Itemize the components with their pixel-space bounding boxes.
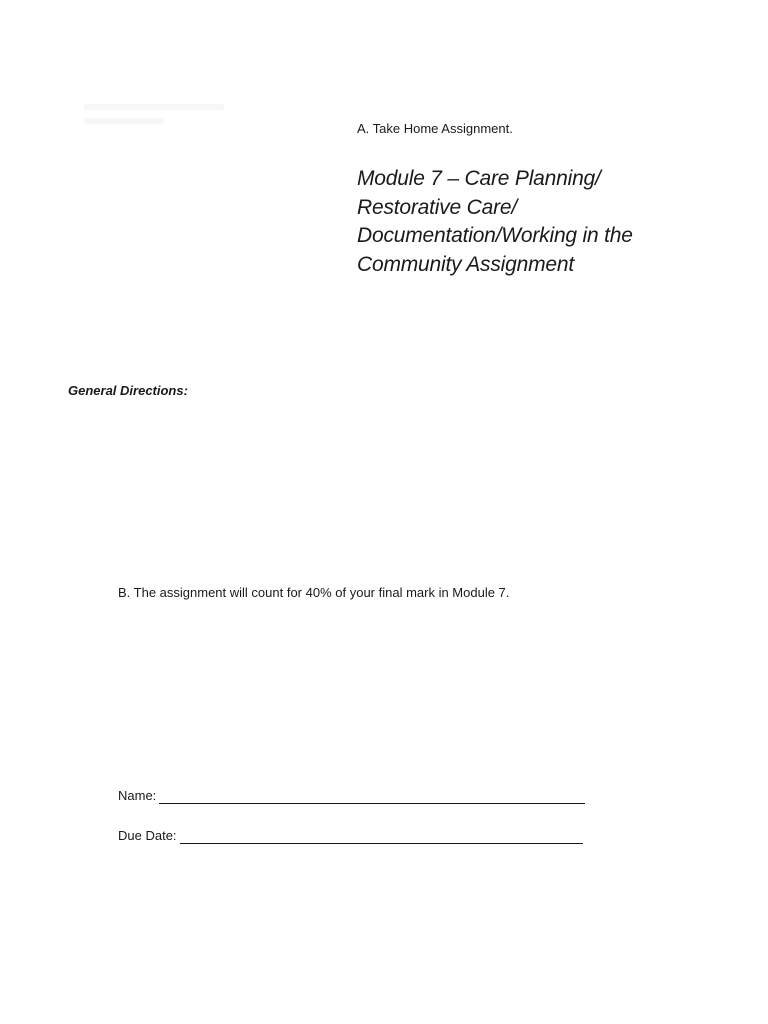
name-label: Name: [118,788,157,803]
general-directions-label: General Directions: [68,383,188,398]
module-title-line: Module 7 – Care Planning/ [357,167,601,190]
part-a-heading: A. Take Home Assignment. [357,121,513,136]
part-b-statement: B. The assignment will count for 40% of your final mark in Module 7. [118,585,510,600]
name-field [118,788,585,804]
module-title-line: Documentation/Working in the [357,224,633,247]
module-title-line: Community Assignment [357,252,574,276]
due-date-label: Due Date: [118,828,177,843]
module-title-line: Restorative Care/ [357,195,517,219]
due-date-blank-line[interactable] [180,829,583,844]
module-title [357,165,687,279]
due-date-field [118,828,583,844]
faint-header-mark [84,104,224,134]
name-blank-line[interactable] [159,789,585,804]
